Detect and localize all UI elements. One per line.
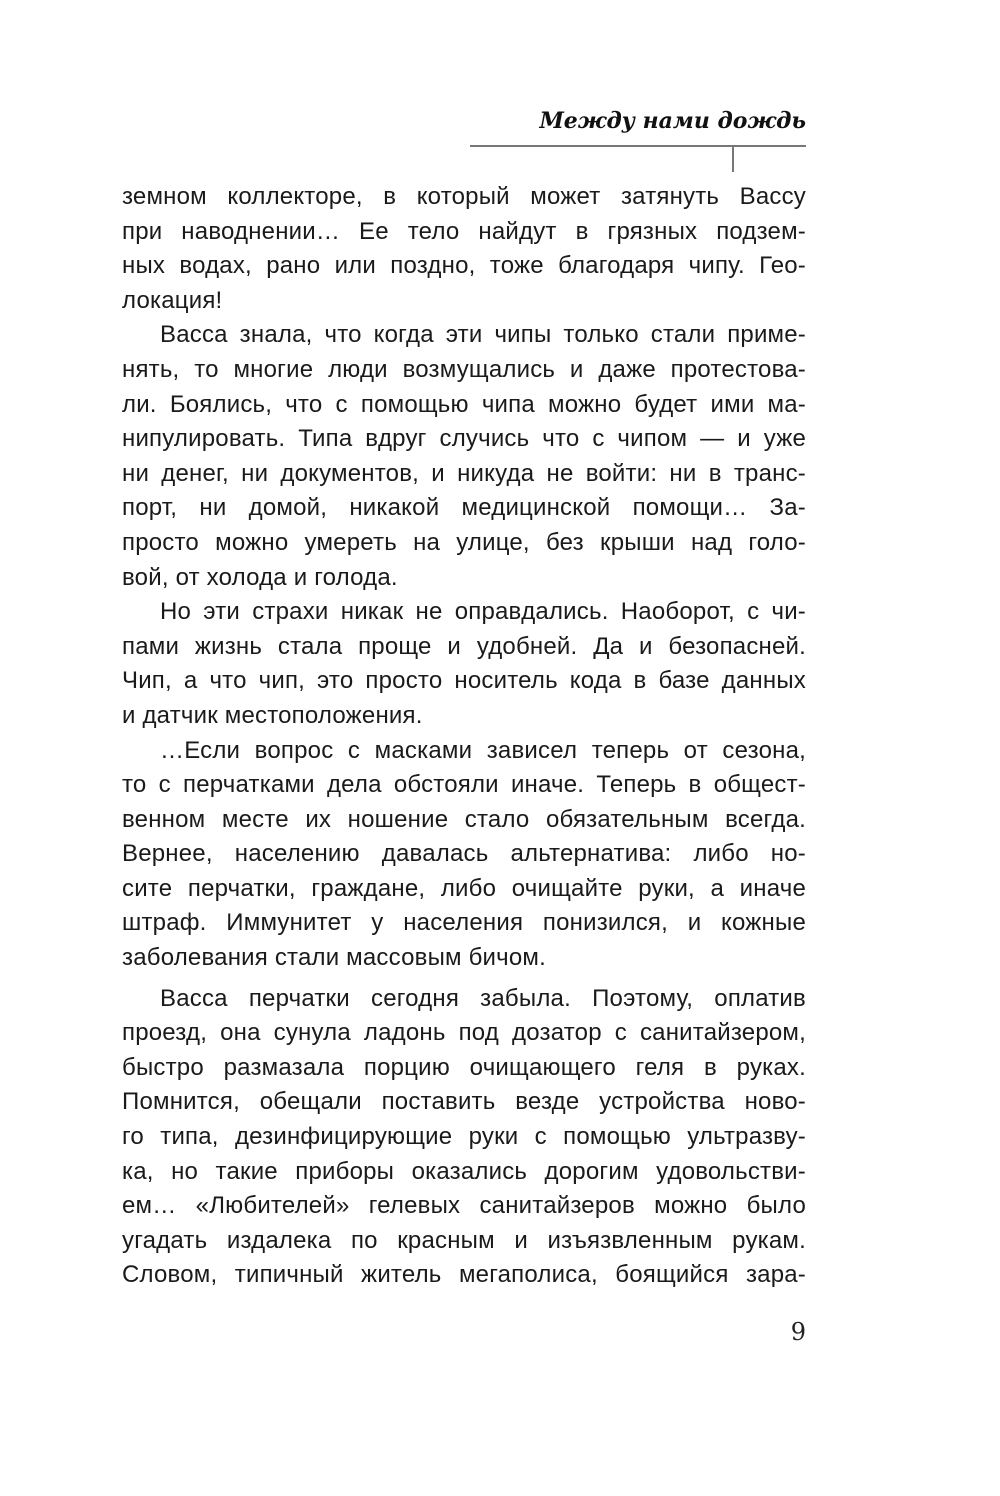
paragraph <box>122 318 806 595</box>
text-line: ни денег, ни документов, и никуда не войти: ни в транс- <box>122 459 806 487</box>
text-line: Чип, а что чип, это просто носитель кода в базе данных <box>122 667 806 695</box>
text-line: сите перчатки, граждане, либо очищайте руки, а иначе <box>122 874 806 902</box>
text-line: угадать издалека по красным и изъязвленным рукам. <box>122 1226 806 1254</box>
text-line: венном месте их ношение стало обязательным всегда. <box>122 805 806 833</box>
text-line: Но эти страхи никак не оправдались. Наоборот, с чи- <box>160 598 806 626</box>
text-line: локация! <box>122 286 223 314</box>
text-line: Вернее, населению давалась альтернатива: либо но- <box>122 840 806 868</box>
text-line: земном коллекторе, в который может затянуть Вассу <box>122 183 806 210</box>
text-line: нипулировать. Типа вдруг случись что с чипом — и уже <box>122 425 806 453</box>
text-line: вой, от холода и голода. <box>122 563 398 591</box>
text-line: и датчик местоположения. <box>122 701 423 729</box>
text-line: пами жизнь стала проще и удобней. Да и безопасней. <box>122 632 806 660</box>
page-body <box>122 180 806 1293</box>
paragraph <box>122 595 806 733</box>
paragraph <box>122 982 806 1293</box>
header-rule-tick <box>732 146 734 172</box>
text-line: го типа, дезинфицирующие руки с помощью ультразву- <box>122 1123 806 1151</box>
text-line: Васса знала, что когда эти чипы только стали приме- <box>160 321 806 349</box>
text-line: заболевания стали массовым бичом. <box>122 944 546 972</box>
text-line: штраф. Иммунитет у населения понизился, и кожные <box>122 909 806 937</box>
text-line: порт, ни домой, никакой медицинской помощи… За- <box>122 494 806 522</box>
text-line: ли. Боялись, что с помощью чипа можно будет ими ма- <box>122 390 806 418</box>
text-line: ка, но такие приборы оказались дорогим удовольстви- <box>122 1157 806 1185</box>
page-number: 9 <box>790 1318 806 1346</box>
text-line: ем… «Любителей» гелевых санитайзеров можно было <box>122 1192 806 1220</box>
paragraph <box>122 180 806 318</box>
text-line: Словом, типичный житель мегаполиса, боящийся зара- <box>122 1261 806 1289</box>
text-line: ных водах, рано или поздно, тоже благодаря чипу. Гео- <box>122 252 806 280</box>
text-line: при наводнении… Ее тело найдут в грязных подзем- <box>122 217 806 245</box>
paragraph <box>122 734 806 976</box>
text-line: просто можно умереть на улице, без крыши над голо- <box>122 528 806 556</box>
text-line: Васса перчатки сегодня забыла. Поэтому, оплатив <box>160 984 806 1012</box>
header-rule <box>470 145 806 147</box>
text-line: нять, то многие люди возмущались и даже протестова- <box>122 355 806 383</box>
text-line: Помнится, обещали поставить везде устройства ново- <box>122 1088 806 1116</box>
text-line: быстро размазала порцию очищающего геля в руках. <box>122 1053 806 1081</box>
text-line: …Если вопрос с масками зависел теперь от сезона, <box>160 736 806 764</box>
running-head: Между нами дождь <box>539 108 806 134</box>
text-line: то с перчатками дела обстояли иначе. Теперь в общест- <box>122 771 806 799</box>
text-line: проезд, она сунула ладонь под дозатор с санитайзером, <box>122 1019 806 1047</box>
